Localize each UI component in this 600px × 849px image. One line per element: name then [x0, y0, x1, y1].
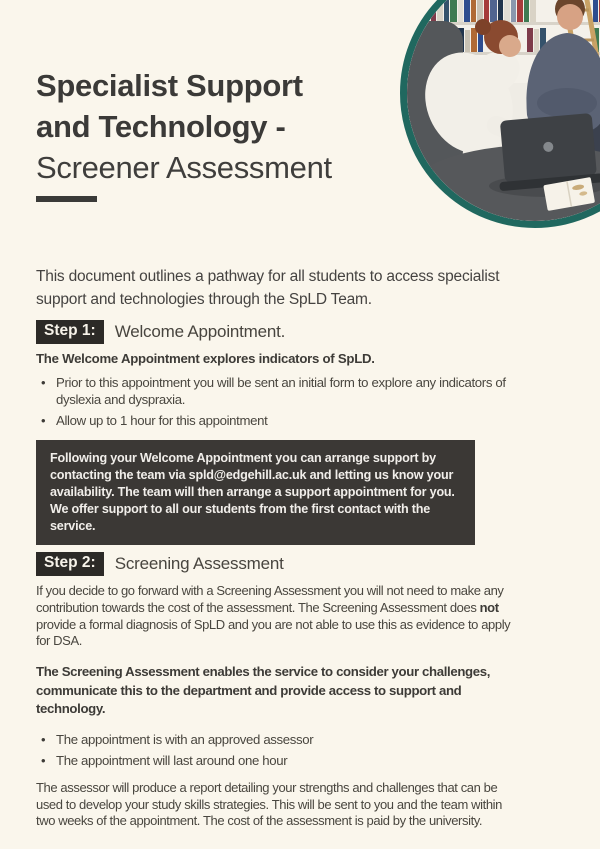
bullet-text: Prior to this appointment you will be sent an initial form to explore any indicators of dyslexia and dyspraxia. — [56, 375, 506, 407]
intro-text: This document outlines a pathway for all students to access specialist support and technologies through the SpLD Team. — [36, 267, 500, 308]
paragraph-text: provide a formal diagnosis of SpLD and you are not able to use this as evidence to apply for DSA. — [36, 616, 511, 649]
step1-header — [36, 320, 531, 344]
paragraph-text: If you decide to go forward with a Screening Assessment you will not need to make any contribution towards the cost of the assessment. The Screening Assessment does — [36, 583, 504, 615]
bullet-text: Allow up to 1 hour for this appointment — [56, 413, 268, 428]
page-title — [36, 65, 416, 188]
step1-badge: Step 1: — [36, 320, 104, 344]
bullet-icon: • — [41, 413, 46, 428]
list-item — [36, 375, 506, 408]
step2-header — [36, 552, 531, 576]
bullet-icon: • — [41, 753, 46, 769]
step1-title: Welcome Appointment. — [114, 322, 286, 341]
step1-section — [36, 320, 531, 545]
emphasis-not: not — [479, 599, 499, 615]
bullet-icon: • — [41, 375, 46, 390]
step2-paragraph-1 — [36, 583, 518, 650]
step2-title: Screening Assessment — [114, 554, 284, 573]
title-underline-dash — [36, 196, 97, 202]
step1-bullet-list — [36, 375, 531, 430]
list-item — [36, 413, 506, 430]
step2-bullet-list — [36, 732, 531, 770]
step2-section — [36, 552, 531, 843]
step2-paragraph-2: The assessor will produce a report detailing your strengths and challenges that can be used to develop your study skills strategies. This will be sent to you and the team within two weeks of the appointment. The cost of the assessment is paid by the university. — [36, 779, 502, 829]
title-line-3: Screener Assessment — [36, 149, 332, 185]
bullet-text: The appointment will last around one hour — [56, 753, 288, 769]
bullet-icon: • — [41, 731, 46, 747]
contact-callout-box: Following your Welcome Appointment you can arrange support by contacting the team via spld@edgehill.ac.uk and letting us know your availability. The team will then arrange a support appointment for you. We offer support to all our students from the first contact with the service. — [36, 440, 475, 545]
list-item — [36, 753, 506, 770]
title-line-1: Specialist Support — [36, 67, 303, 103]
step2-badge: Step 2: — [36, 552, 104, 576]
step2-bold-paragraph: The Screening Assessment enables the service to consider your challenges, communicate this to the department and provide access to support and technology. — [36, 664, 491, 717]
title-line-2: and Technology - — [36, 108, 286, 144]
photo-circle-frame — [400, 0, 600, 228]
bullet-text: The appointment is with an approved assessor — [56, 731, 314, 747]
list-item — [36, 732, 506, 749]
step1-subheading: The Welcome Appointment explores indicators of SpLD. — [36, 351, 375, 366]
students-studying-photo — [407, 0, 600, 221]
